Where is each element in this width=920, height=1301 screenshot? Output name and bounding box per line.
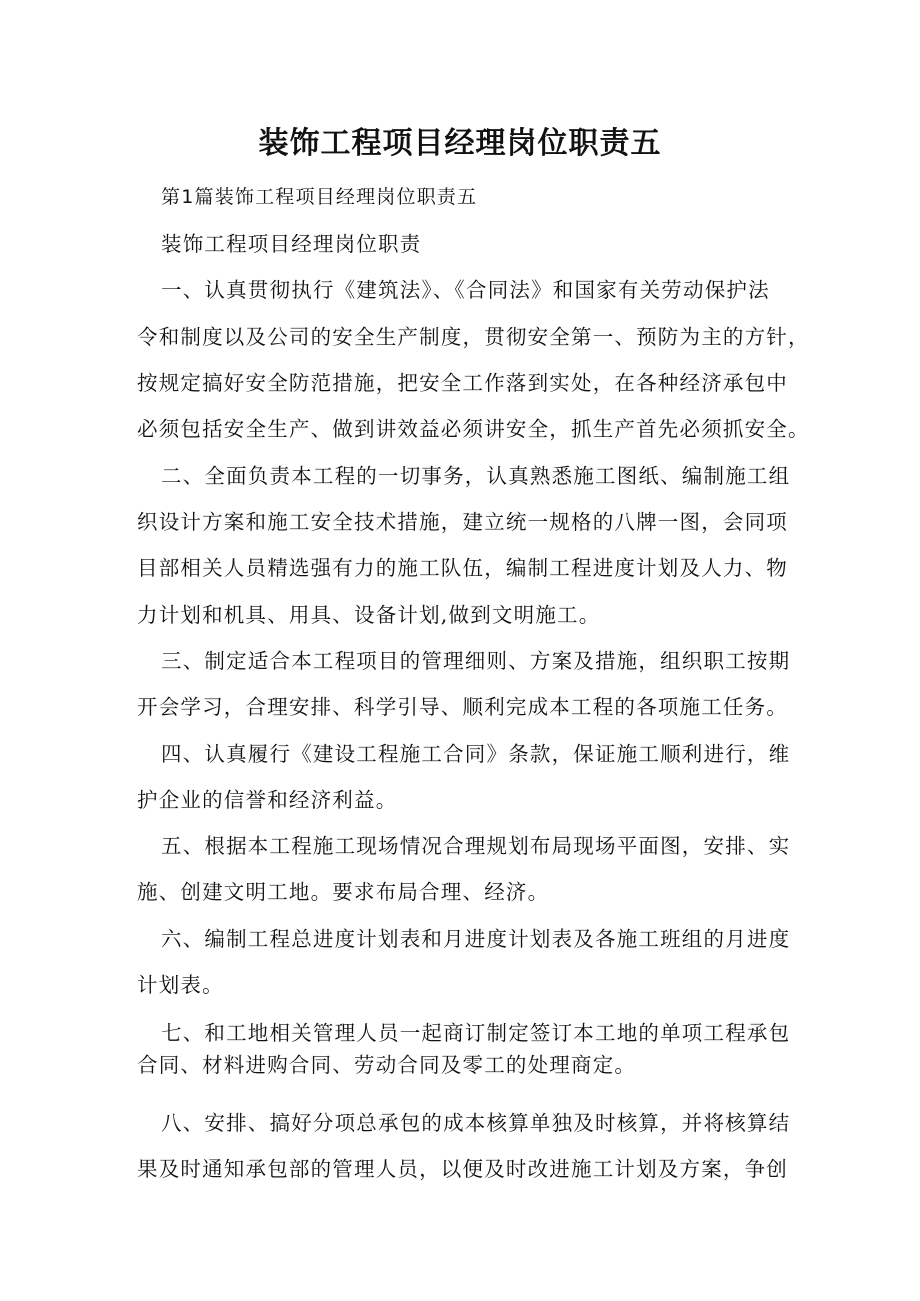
paragraph-line: 三、制定适合本工程项目的管理细则、方案及措施，组织职工按期 — [161, 649, 791, 673]
paragraph-line: 必须包括安全生产、做到讲效益必须讲安全，抓生产首先必须抓安全。 — [137, 417, 810, 441]
paragraph-line: 果及时通知承包部的管理人员，以便及时改进施工计划及方案，争创 — [137, 1157, 788, 1181]
paragraph-line: 按规定搞好安全防范措施，把安全工作落到实处，在各种经济承包中 — [137, 371, 788, 395]
paragraph-line: 四、认真履行《建设工程施工合同》条款，保证施工顺利进行，维 — [161, 742, 791, 766]
paragraph-line: 施、创建文明工地。要求布局合理、经济。 — [137, 880, 550, 904]
paragraph-line: 七、和工地相关管理人员一起商订制定签订本工地的单项工程承包 — [161, 1021, 791, 1045]
paragraph-line: 力计划和机具、用具、设备计划,做到文明施工。 — [137, 603, 601, 627]
paragraph-line: 开会学习，合理安排、科学引导、顺利完成本工程的各项施工任务。 — [137, 695, 788, 719]
paragraph-line: 计划表。 — [137, 973, 224, 997]
paragraph-line: 六、编制工程总进度计划表和月进度计划表及各施工班组的月进度 — [161, 927, 791, 951]
paragraph-line: 目部相关人员精选强有力的施工队伍，编制工程进度计划及人力、物 — [137, 556, 788, 580]
paragraph-line: 护企业的信誉和经济利益。 — [137, 788, 398, 812]
paragraph-line: 一、认真贯彻执行《建筑法》、《合同法》和国家有关劳动保护法 — [161, 278, 770, 302]
paragraph-line: 五、根据本工程施工现场情况合理规划布局现场平面图，安排、实 — [161, 834, 791, 858]
paragraph-line: 织设计方案和施工安全技术措施，建立统一规格的八牌一图，会同项 — [137, 510, 788, 534]
section-heading: 装饰工程项目经理岗位职责 — [161, 232, 422, 256]
paragraph-line: 令和制度以及公司的安全生产制度，贯彻安全第一、预防为主的方针， — [137, 325, 810, 349]
paragraph-line: 八、安排、搞好分项总承包的成本核算单独及时核算，并将核算结 — [161, 1111, 791, 1135]
paragraph-line: 二、全面负责本工程的一切事务，认真熟悉施工图纸、编制施工组 — [161, 464, 791, 488]
page-title: 装饰工程项目经理岗位职责五 — [258, 126, 662, 161]
paragraph-line: 合同、材料进购合同、劳动合同及零工的处理商定。 — [137, 1053, 637, 1077]
document-subtitle: 第1篇装饰工程项目经理岗位职责五 — [161, 186, 478, 208]
